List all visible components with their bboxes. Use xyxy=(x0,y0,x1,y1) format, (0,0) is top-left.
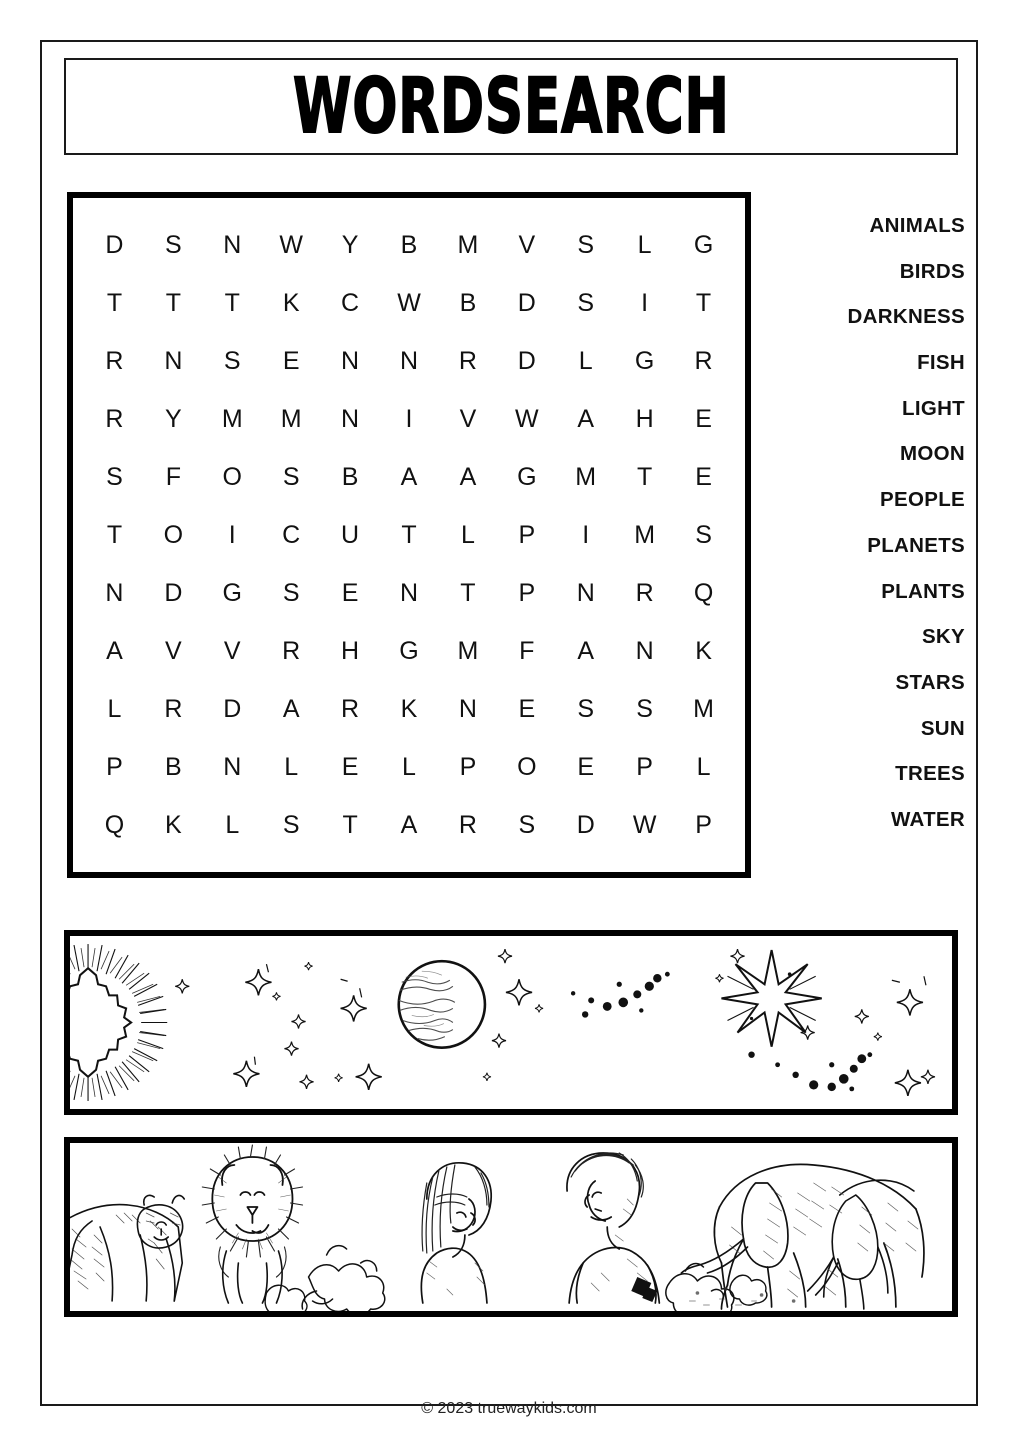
grid-cell[interactable]: Y xyxy=(165,404,182,433)
man-shading xyxy=(591,1199,647,1291)
grid-cell[interactable]: B xyxy=(400,230,418,259)
grid-cell[interactable]: N xyxy=(399,578,419,607)
lioness-shading xyxy=(70,1213,166,1289)
grid-cell[interactable]: U xyxy=(341,520,360,549)
grid-cell[interactable]: N xyxy=(399,346,419,375)
grid-cell[interactable]: Q xyxy=(693,578,714,607)
grid-cell[interactable]: R xyxy=(458,810,477,839)
grid-cell[interactable]: E xyxy=(577,752,595,781)
grid-cell[interactable]: L xyxy=(460,520,475,549)
grid-cell[interactable]: F xyxy=(519,636,535,665)
grid-cell[interactable]: G xyxy=(399,636,419,665)
word-list-item: PLANETS xyxy=(867,533,965,557)
letter-grid[interactable] xyxy=(73,198,745,872)
grid-cell[interactable]: C xyxy=(341,288,360,317)
planet-icon xyxy=(399,961,485,1048)
grid-cell[interactable]: N xyxy=(223,752,242,781)
grid-cell[interactable]: D xyxy=(105,230,124,259)
word-list-item: SUN xyxy=(920,716,965,740)
grid-cell[interactable]: T xyxy=(342,810,358,839)
grid-cell[interactable]: T xyxy=(224,288,240,317)
grid-cell[interactable]: E xyxy=(695,404,712,433)
grid-cell[interactable]: A xyxy=(400,462,418,491)
grid-cell[interactable]: I xyxy=(405,404,413,433)
footer-copyright: © 2023 truewaykids.com xyxy=(421,1400,597,1417)
grid-cell[interactable]: C xyxy=(282,520,301,549)
life-illustration-band xyxy=(64,1137,958,1317)
grid-cell[interactable]: S xyxy=(577,230,595,259)
word-list-item: MOON xyxy=(900,442,965,466)
grid-cell[interactable]: S xyxy=(282,810,300,839)
grid-cell[interactable]: T xyxy=(106,520,123,549)
grid-cell[interactable]: S xyxy=(165,230,182,259)
grid-cell[interactable]: T xyxy=(695,288,712,317)
word-list-item: FISH xyxy=(917,351,965,375)
grid-cell[interactable]: G xyxy=(634,346,655,375)
grid-cell[interactable]: R xyxy=(282,636,301,665)
grid-cell[interactable]: E xyxy=(282,346,300,375)
elephant-calf xyxy=(824,1180,914,1309)
sparkle-burst-icon xyxy=(721,950,821,1047)
grid-cell[interactable]: N xyxy=(105,578,124,607)
puzzle-area xyxy=(42,192,980,892)
grid-cell[interactable]: B xyxy=(165,752,182,781)
grid-cell[interactable]: Y xyxy=(341,230,359,259)
grid-cell[interactable]: K xyxy=(282,288,300,317)
grid-cell[interactable]: M xyxy=(280,404,302,433)
grid-cell[interactable]: W xyxy=(397,288,421,317)
grid-cell[interactable]: A xyxy=(577,404,595,433)
lion-cub-shading xyxy=(146,1213,180,1243)
lion-figure xyxy=(212,1157,292,1241)
grid-cell[interactable]: H xyxy=(341,636,360,665)
grid-cell[interactable]: T xyxy=(636,462,653,491)
grid-cell[interactable]: W xyxy=(279,230,303,259)
grid-cell[interactable]: M xyxy=(693,694,714,723)
grid-cell[interactable]: G xyxy=(693,230,714,259)
grid-cell[interactable]: V xyxy=(518,230,536,259)
grid-cell[interactable]: N xyxy=(341,404,360,433)
grid-cell[interactable]: D xyxy=(164,578,183,607)
grid-cell[interactable]: L xyxy=(696,752,711,781)
grid-cell[interactable]: G xyxy=(222,578,242,607)
title-box xyxy=(64,58,958,155)
elephant-trunks xyxy=(681,1239,837,1295)
page-border xyxy=(40,40,978,1417)
foliage-left xyxy=(302,1246,385,1311)
grid-cell[interactable]: R xyxy=(341,694,360,723)
grid-cell[interactable]: E xyxy=(518,694,536,723)
grid-cell[interactable]: P xyxy=(459,752,477,781)
grid-cell[interactable]: L xyxy=(402,752,416,781)
grid-cell[interactable]: A xyxy=(400,810,418,839)
man-figure xyxy=(567,1153,659,1303)
grid-cell[interactable]: T xyxy=(460,578,476,607)
grid-cell[interactable]: S xyxy=(282,462,300,491)
lion-body xyxy=(223,1251,282,1303)
grid-cell[interactable]: K xyxy=(695,636,712,665)
word-list-item: ANIMALS xyxy=(869,214,965,237)
grid-cell[interactable]: P xyxy=(106,752,123,781)
woman-hair xyxy=(422,1165,489,1253)
grid-cell[interactable]: T xyxy=(106,288,123,317)
word-list-item: TREES xyxy=(895,762,965,786)
grid-cell[interactable]: R xyxy=(458,346,477,375)
grid-cell[interactable]: R xyxy=(164,694,183,723)
grid-cell[interactable]: P xyxy=(518,578,536,607)
grid-cell[interactable]: A xyxy=(459,462,477,491)
word-list-item: DARKNESS xyxy=(847,305,965,329)
grid-cell[interactable]: Q xyxy=(104,810,125,839)
grid-cell[interactable]: S xyxy=(282,578,300,607)
life-scene-svg xyxy=(70,1143,952,1311)
grid-cell[interactable]: S xyxy=(577,694,595,723)
sun-icon xyxy=(70,944,167,1101)
grid-cell[interactable]: A xyxy=(282,694,300,723)
foliage-right-2 xyxy=(730,1275,767,1305)
grid-cell[interactable]: M xyxy=(634,520,656,549)
elephant-figure xyxy=(714,1164,924,1309)
grid-cell[interactable]: P xyxy=(695,810,712,839)
grid-cell[interactable]: N xyxy=(341,346,360,375)
grid-cell[interactable]: L xyxy=(225,810,240,839)
lion-cub-head xyxy=(137,1195,184,1248)
grid-cell[interactable]: T xyxy=(165,288,181,317)
grid-cell[interactable]: N xyxy=(223,230,242,259)
word-list-item: PEOPLE xyxy=(880,488,965,512)
grid-cell[interactable]: V xyxy=(223,636,241,665)
grid-cell[interactable]: N xyxy=(635,636,654,665)
grid-cell[interactable]: B xyxy=(459,288,477,317)
grid-cell[interactable]: S xyxy=(695,520,712,549)
star-cluster-right xyxy=(775,1052,872,1091)
grid-cell[interactable]: F xyxy=(165,462,181,491)
grid-cell[interactable]: W xyxy=(515,404,539,433)
grid-cell[interactable]: D xyxy=(576,810,595,839)
grid-cell[interactable]: L xyxy=(107,694,122,723)
grid-cell[interactable]: H xyxy=(635,404,654,433)
star-field-left xyxy=(175,962,381,1090)
lion-mane-shading xyxy=(214,1177,290,1249)
grid-cell[interactable]: L xyxy=(637,230,652,259)
space-illustration-band xyxy=(64,930,958,1115)
grid-cell[interactable]: B xyxy=(341,462,359,491)
word-list xyxy=(765,216,965,856)
word-list-item: STARS xyxy=(895,670,965,694)
grid-cell[interactable]: I xyxy=(582,520,590,549)
grid-cell[interactable]: R xyxy=(105,346,124,375)
grid-cell[interactable]: E xyxy=(341,578,359,607)
grid-cell[interactable]: N xyxy=(576,578,595,607)
grid-cell[interactable]: N xyxy=(164,346,183,375)
grid-cell[interactable]: L xyxy=(578,346,593,375)
grid-cell[interactable]: R xyxy=(694,346,713,375)
grid-cell[interactable]: G xyxy=(517,462,537,491)
grid-cell[interactable]: R xyxy=(635,578,654,607)
grid-cell[interactable]: D xyxy=(517,288,536,317)
grid-cell[interactable]: P xyxy=(518,520,536,549)
grid-cell[interactable]: S xyxy=(106,462,123,491)
word-list-item: SKY xyxy=(921,625,965,649)
grid-cell[interactable]: K xyxy=(400,694,418,723)
word-list-item: BIRDS xyxy=(899,259,965,283)
grid-cell[interactable]: L xyxy=(284,752,299,781)
grid-cell[interactable]: K xyxy=(165,810,182,839)
grid-cell[interactable]: M xyxy=(575,462,597,491)
word-list-item: WATER xyxy=(890,807,965,831)
grid-cell[interactable]: S xyxy=(223,346,241,375)
grid-cell[interactable]: A xyxy=(577,636,595,665)
word-list-item: LIGHT xyxy=(902,396,965,420)
grid-cell[interactable]: O xyxy=(517,752,537,781)
grid-cell[interactable]: I xyxy=(641,288,649,317)
grid-cell[interactable]: D xyxy=(517,346,536,375)
woman-shading xyxy=(427,1261,485,1295)
grid-cell[interactable]: S xyxy=(577,288,595,317)
grid-cell[interactable]: O xyxy=(222,462,242,491)
grid-cell[interactable]: N xyxy=(458,694,477,723)
lioness-figure xyxy=(70,1205,182,1301)
grid-cell[interactable]: S xyxy=(518,810,536,839)
grid-cell[interactable]: T xyxy=(401,520,417,549)
grid-cell[interactable]: V xyxy=(459,404,477,433)
grid-cell[interactable]: M xyxy=(221,404,243,433)
grid-cell[interactable]: S xyxy=(636,694,653,723)
grid-cell[interactable]: M xyxy=(457,636,479,665)
space-scene-svg xyxy=(70,936,952,1109)
word-list-item: PLANTS xyxy=(881,579,965,603)
star-cluster-left xyxy=(571,972,670,1018)
grid-cell[interactable]: W xyxy=(632,810,657,839)
grid-cell[interactable]: O xyxy=(163,520,184,549)
grid-cell[interactable]: E xyxy=(341,752,359,781)
grid-cell[interactable]: A xyxy=(106,636,123,665)
grid-cell[interactable]: I xyxy=(228,520,236,549)
page-title: WORDSEARCH xyxy=(292,62,730,151)
grid-cell[interactable]: M xyxy=(457,230,479,259)
grid-cell[interactable]: V xyxy=(165,636,182,665)
grid-cell[interactable]: P xyxy=(636,752,653,781)
wordsearch-grid-box[interactable] xyxy=(67,192,751,878)
grid-cell[interactable]: D xyxy=(223,694,242,723)
grid-cell[interactable]: R xyxy=(105,404,124,433)
grid-cell[interactable]: E xyxy=(695,462,712,491)
foliage-left-2 xyxy=(265,1285,307,1311)
